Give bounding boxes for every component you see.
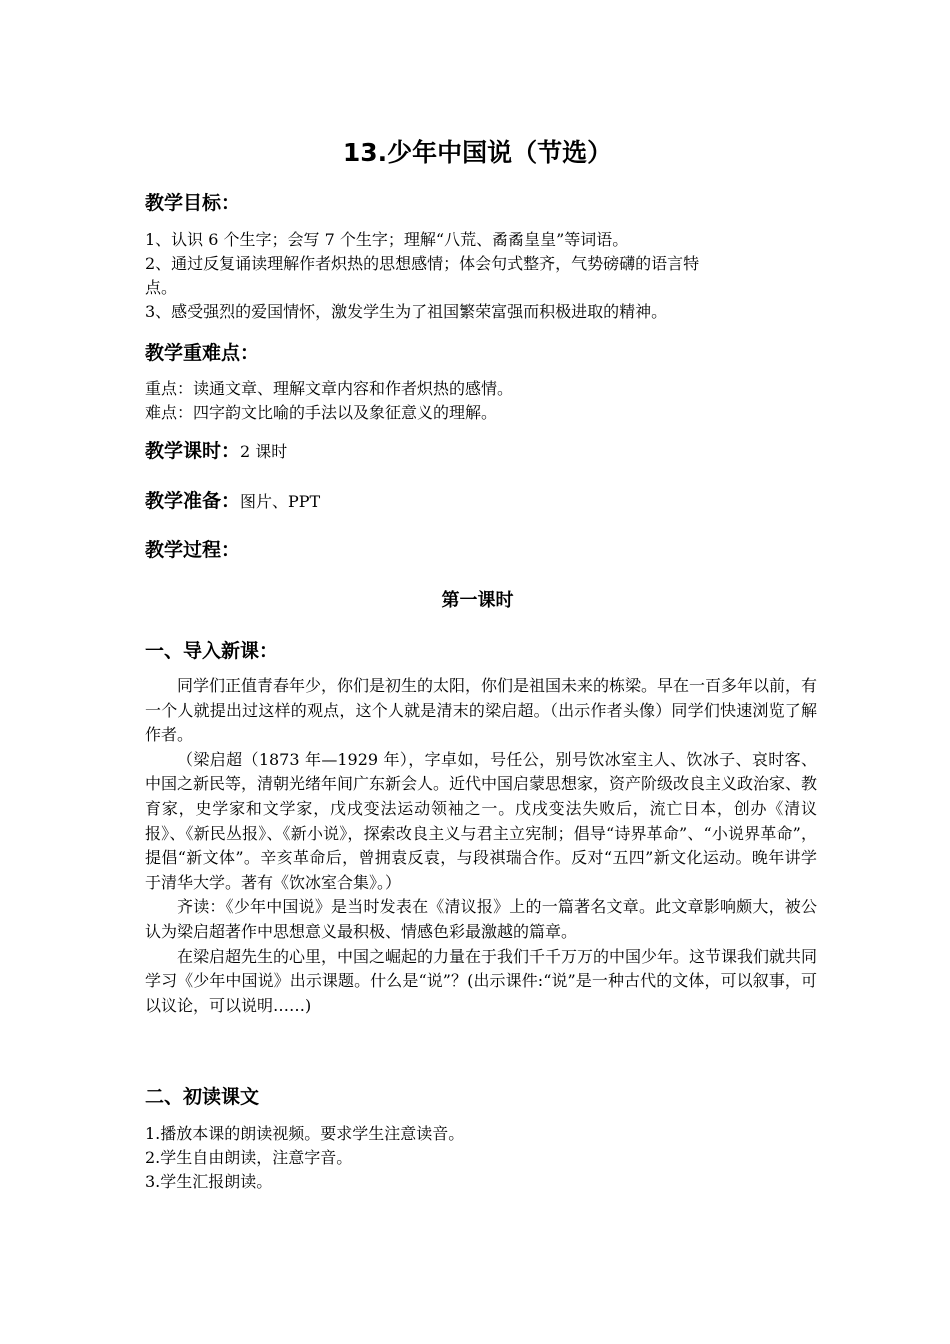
- objectives-list: [145, 228, 817, 324]
- section2-list: [145, 1122, 817, 1194]
- key-point-item: 重点：读通文章、理解文章内容和作者炽热的感情。: [145, 379, 514, 398]
- section1-heading: 一、导入新课：: [145, 640, 279, 662]
- preparation-value: 图片、PPT: [240, 492, 321, 511]
- section2-item: 3.学生汇报朗读。: [145, 1172, 273, 1191]
- key-point-item: 难点：四字韵文比喻的手法以及象征意义的理解。: [145, 403, 498, 422]
- section1-paragraph: 同学们正值青春年少，你们是初生的太阳，你们是祖国未来的栋梁。早在一百多年以前，有一个人就提出过这样的观点，这个人就是清末的梁启超。（出示作者头像）同学们快速浏览了解作者。: [145, 676, 818, 745]
- section2-item: 2.学生自由朗读，注意字音。: [145, 1148, 353, 1167]
- page-title: 13.少年中国说（节选）: [342, 138, 613, 167]
- lesson-title: 第一课时: [441, 590, 514, 611]
- section1-paragraph: 在梁启超先生的心里，中国之崛起的力量在于我们千千万万的中国少年。这节课我们就共同学习《少年中国说》出示课题。什么是“说”？(出示课件:“说”是一种古代的文体，可以叙事，可以议论，可以说明……): [145, 946, 818, 1015]
- section2-heading: 二、初读课文: [145, 1086, 260, 1108]
- preparation-line: [145, 488, 320, 515]
- section1-paragraph: （梁启超（1873 年—1929 年），字卓如，号任公，别号饮冰室主人、饮冰子、哀时客、中国之新民等，清朝光绪年间广东新会人。近代中国启蒙思想家，资产阶级改良主义政治家、教育家，史学家和文学家，戊戌变法运动领袖之一。戊戌变法失败后，流亡日本，创办《清议报》、《新民丛报》、《新小说》，探索改良主义与君主立宪制；倡导“诗界革命”、“小说界革命”，提倡“新文体”。辛亥革命后，曾拥袁反袁，与段祺瑞合作。反对“五四”新文化运动。晚年讲学于清华大学。著有《饮冰室合集》。）: [145, 749, 818, 892]
- key-points-list: [145, 377, 817, 425]
- process-heading: 教学过程：: [145, 539, 241, 561]
- objective-item: 1、认识 6 个生字；会写 7 个生字；理解“八荒、矞矞皇皇”等词语。: [145, 230, 629, 249]
- key-points-heading: 教学重难点：: [145, 342, 260, 364]
- class-hours-line: [145, 438, 287, 465]
- class-hours-heading: 教学课时：: [145, 440, 241, 462]
- objective-item: 3、感受强烈的爱国情怀，激发学生为了祖国繁荣富强而积极进取的精神。: [145, 302, 668, 321]
- section1-paragraph: 齐读：《少年中国说》是当时发表在《清议报》上的一篇著名文章。此文章影响颇大，被公认为梁启超著作中思想意义最积极、情感色彩最激越的篇章。: [145, 897, 817, 941]
- preparation-heading: 教学准备：: [145, 490, 241, 512]
- section1-body: [145, 674, 817, 1018]
- objective-item: 2、通过反复诵读理解作者炽热的思想感情；体会句式整齐，气势磅礴的语言特: [145, 254, 700, 273]
- objectives-heading: 教学目标：: [145, 192, 241, 214]
- objective-item: 点。: [145, 278, 178, 297]
- class-hours-value: 2 课时: [240, 442, 288, 461]
- section2-item: 1.播放本课的朗读视频。要求学生注意读音。: [145, 1124, 465, 1143]
